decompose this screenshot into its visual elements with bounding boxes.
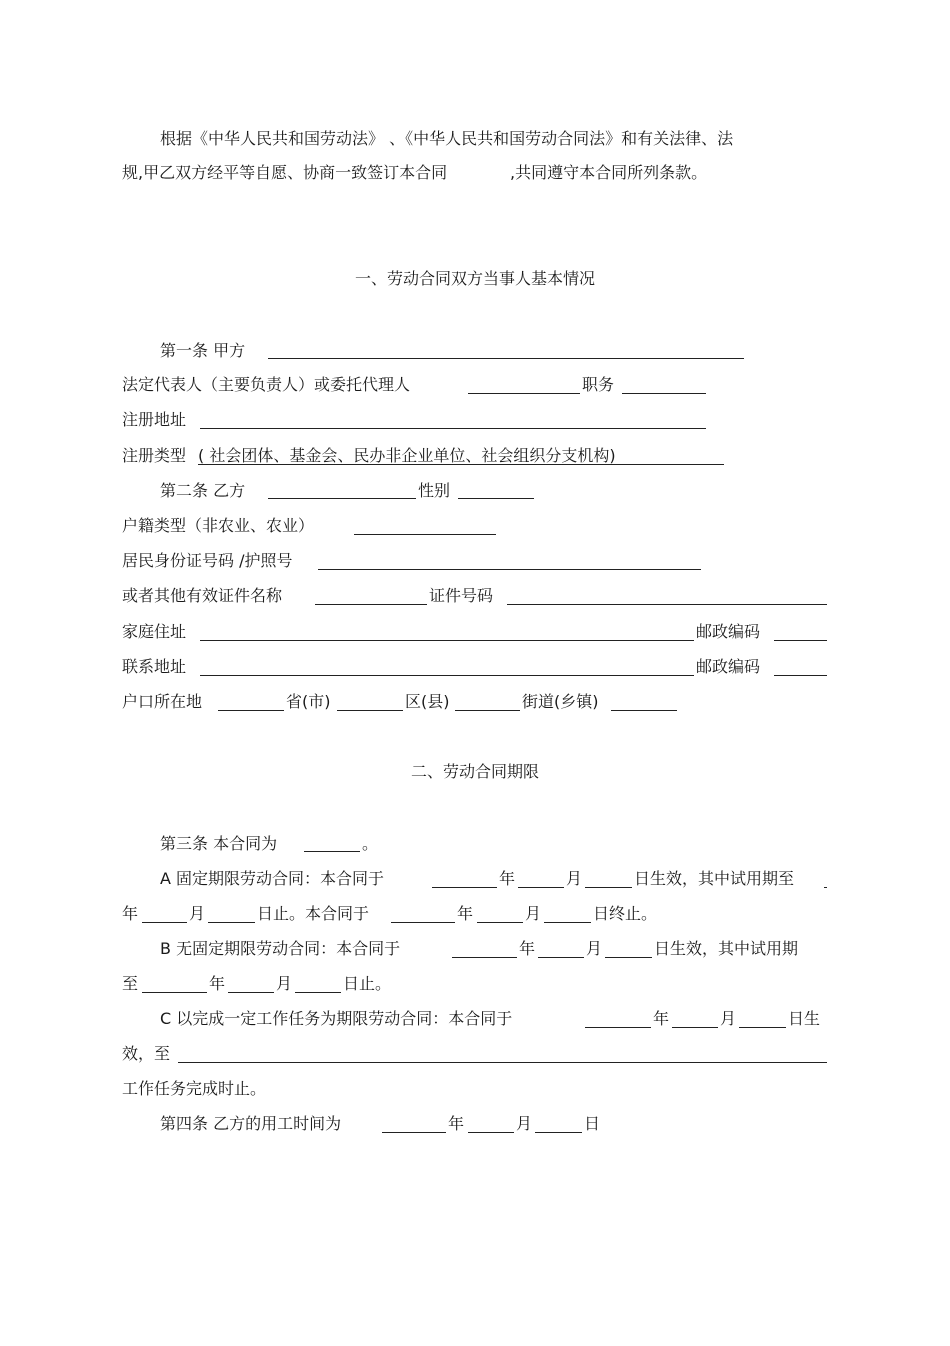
hukou-location-label: 户口所在地	[122, 692, 203, 711]
district-field[interactable]	[337, 710, 403, 711]
c-start-year-field[interactable]	[585, 1027, 651, 1028]
home-address-field[interactable]	[200, 640, 694, 641]
a-end-year-field[interactable]	[391, 922, 455, 923]
street-value-field[interactable]	[611, 710, 677, 711]
c-end-label: 工作任务完成时止。	[122, 1079, 267, 1098]
work-start-day-field[interactable]	[535, 1132, 582, 1133]
a-year-label: 年	[499, 869, 516, 888]
position-field[interactable]	[622, 393, 706, 394]
gender-field[interactable]	[458, 498, 534, 499]
c-task-field[interactable]	[178, 1062, 827, 1063]
work-start-year-field[interactable]	[382, 1132, 446, 1133]
province-label: 省(市)	[286, 692, 331, 711]
b-start-year-field[interactable]	[452, 957, 517, 958]
b-year-label: 年	[519, 939, 536, 958]
b-prob-month-label: 月	[276, 974, 293, 993]
work-start-month-field[interactable]	[468, 1132, 514, 1133]
b-prob-year-field[interactable]	[142, 992, 207, 993]
a-start-year-field[interactable]	[432, 887, 497, 888]
district-label: 区(县)	[405, 692, 450, 711]
cert-number-field[interactable]	[507, 604, 827, 605]
b-to-label: 至	[122, 974, 139, 993]
article-3-end: 。	[362, 834, 379, 853]
other-cert-field[interactable]	[315, 604, 427, 605]
b-prob-month-field[interactable]	[228, 992, 274, 993]
province-field[interactable]	[218, 710, 284, 711]
contact-postcode-field[interactable]	[774, 675, 827, 676]
contact-postcode-label: 邮政编码	[696, 657, 761, 676]
article-1-label: 第一条 甲方	[160, 341, 246, 360]
article-4-label: 第四条 乙方的用工时间为	[160, 1114, 342, 1133]
hukou-type-label: 户籍类型（非农业、农业）	[122, 516, 315, 535]
reg-type-label: 注册类型	[122, 446, 187, 465]
reg-address-label: 注册地址	[122, 410, 187, 429]
a-end-year-label: 年	[457, 904, 474, 923]
a-month-label: 月	[566, 869, 583, 888]
a-end-month-label: 月	[525, 904, 542, 923]
section-2-heading: 二、劳动合同期限	[410, 762, 539, 781]
street-field[interactable]	[455, 710, 520, 711]
b-prob-year-label: 年	[209, 974, 226, 993]
party-b-name-field[interactable]	[268, 498, 416, 499]
a-prob-month-label: 月	[189, 904, 206, 923]
a-start-month-field[interactable]	[518, 887, 564, 888]
a-end-day-field[interactable]	[544, 922, 591, 923]
reg-type-field[interactable]	[198, 464, 724, 465]
a-probation-end: 日止。本合同于	[257, 904, 370, 923]
b-prob-day-field[interactable]	[295, 992, 341, 993]
work-year-label: 年	[448, 1114, 465, 1133]
c-start-day-field[interactable]	[739, 1027, 786, 1028]
option-b-label: B 无固定期限劳动合同：本合同于	[160, 939, 401, 958]
home-postcode-label: 邮政编码	[696, 622, 761, 641]
reg-address-field[interactable]	[200, 428, 706, 429]
c-effect-to: 效，至	[122, 1044, 171, 1063]
b-start-day-field[interactable]	[605, 957, 652, 958]
c-day-label: 日生	[788, 1009, 821, 1028]
option-c-label: C 以完成一定工作任务为期限劳动合同：本合同于	[160, 1009, 513, 1028]
home-address-label: 家庭住址	[122, 622, 187, 641]
b-effective-probation: 日生效，其中试用期	[654, 939, 799, 958]
a-prob-year-label: 年	[122, 904, 139, 923]
other-cert-label: 或者其他有效证件名称	[122, 586, 283, 605]
work-day-label: 日	[584, 1114, 601, 1133]
party-a-name-field[interactable]	[268, 358, 744, 359]
a-prob-month-field[interactable]	[142, 922, 187, 923]
article-3-label: 第三条 本合同为	[160, 834, 278, 853]
intro-line-1: 根据《中华人民共和国劳动法》 、《中华人民共和国劳动合同法》和有关法律、法	[160, 129, 734, 148]
a-terminate: 日终止。	[593, 904, 658, 923]
contact-address-label: 联系地址	[122, 657, 187, 676]
a-end-month-field[interactable]	[477, 922, 523, 923]
section-1-heading: 一、劳动合同双方当事人基本情况	[354, 269, 595, 288]
c-start-month-field[interactable]	[672, 1027, 718, 1028]
a-prob-day-field[interactable]	[208, 922, 255, 923]
article-2-label: 第二条 乙方	[160, 481, 246, 500]
hukou-type-field[interactable]	[354, 534, 496, 535]
a-probation-tail	[824, 887, 827, 888]
option-a-label: A 固定期限劳动合同：本合同于	[160, 869, 385, 888]
c-month-label: 月	[720, 1009, 737, 1028]
id-number-field[interactable]	[318, 569, 701, 570]
b-month-label: 月	[586, 939, 603, 958]
work-month-label: 月	[516, 1114, 533, 1133]
b-stop-label: 日止。	[343, 974, 392, 993]
street-label: 街道(乡镇)	[522, 692, 599, 711]
intro-line-2a: 规,甲乙双方经平等自愿、协商一致签订本合同	[122, 163, 448, 182]
cert-number-label: 证件号码	[429, 586, 494, 605]
c-year-label: 年	[653, 1009, 670, 1028]
position-label: 职务	[582, 375, 615, 394]
legal-rep-label: 法定代表人（主要负责人）或委托代理人	[122, 375, 411, 394]
b-start-month-field[interactable]	[538, 957, 584, 958]
a-start-day-field[interactable]	[585, 887, 632, 888]
contact-address-field[interactable]	[200, 675, 694, 676]
id-number-label: 居民身份证号码 /护照号	[122, 551, 293, 570]
reg-type-value: ( 社会团体、基金会、民办非企业单位、社会组织分支机构)	[198, 446, 616, 465]
gender-label: 性别	[418, 481, 451, 500]
a-effective-probation: 日生效，其中试用期至	[634, 869, 795, 888]
home-postcode-field[interactable]	[774, 640, 827, 641]
contract-type-field[interactable]	[304, 851, 360, 852]
legal-rep-field[interactable]	[468, 393, 580, 394]
intro-line-2b: ,共同遵守本合同所列条款。	[510, 163, 708, 182]
